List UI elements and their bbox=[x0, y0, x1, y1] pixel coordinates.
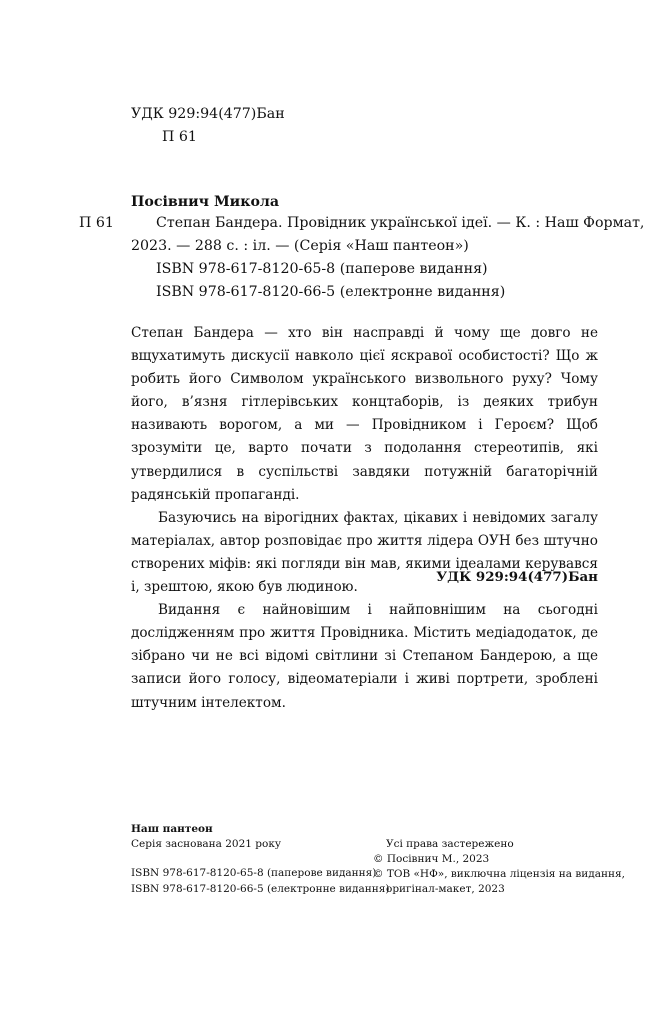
bibliographic-title-line: Степан Бандера. Провідник української ідеї. — К. : Наш Формат, bbox=[156, 215, 645, 231]
bibliographic-imprint-line: 2023. — 288 с. : іл. — (Серія «Наш пантеон») bbox=[131, 238, 469, 254]
annotation-paragraph: Видання є найновішим і найповнішим на сьогодні дослідженням про життя Провідника. Містить медіадодаток, де зібрано чи не всі відомі світлини зі Степаном Бандерою, а ще записи його голосу, відеоматеріали і живі портрети, зроблені штучним інтелектом. bbox=[131, 602, 598, 711]
copyright-author: © Посівнич М., 2023 bbox=[373, 853, 490, 865]
footer-isbn-electronic: ISBN 978-617-8120-66-5 (електронне видання) bbox=[131, 883, 390, 895]
series-title: Наш пантеон bbox=[131, 823, 213, 835]
annotation-paragraph: Базуючись на вірогідних фактах, цікавих і невідомих загалу матеріалах, автор розповідає про життя лідера ОУН без штучно створених міфів: які погляди він мав, якими ідеалами керувався і, зрештою, якою був людиною. bbox=[131, 509, 598, 596]
isbn-electronic: ISBN 978-617-8120-66-5 (електронне видання) bbox=[156, 284, 506, 300]
annotation bbox=[131, 322, 598, 715]
footer-isbn-print: ISBN 978-617-8120-65-8 (паперове видання) bbox=[131, 867, 377, 879]
udk-code-bottom: УДК 929:94(477)Бан bbox=[436, 569, 598, 585]
series-founded: Серія заснована 2021 року bbox=[131, 838, 282, 850]
author-mark-top: П 61 bbox=[162, 129, 197, 145]
copyright-publisher: © ТОВ «НФ», виключна ліцензія на видання, bbox=[373, 868, 625, 880]
author-name: Посівнич Микола bbox=[131, 194, 280, 210]
copyright-publisher-continued: оригінал-макет, 2023 bbox=[386, 883, 505, 895]
isbn-print: ISBN 978-617-8120-65-8 (паперове видання) bbox=[156, 261, 488, 277]
rights-reserved: Усі права застережено bbox=[386, 838, 514, 850]
udk-code-top: УДК 929:94(477)Бан bbox=[131, 106, 285, 122]
author-mark-left: П 61 bbox=[79, 215, 114, 231]
annotation-paragraph: Степан Бандера — хто він насправді й чому ще довго не вщухатимуть дискусії навколо цієї яскравої особистості? Що ж робить його Символом українського визвольного руху? Чому його, в’язня гітлерівських концтаборів, із деяких трибун називають ворогом, а ми — Провідником і Героєм? Щоб зрозуміти це, варто почати з подолання стереотипів, які утвердилися в суспільстві завдяки потужній багаторічній радянській пропаганді. bbox=[131, 325, 598, 503]
